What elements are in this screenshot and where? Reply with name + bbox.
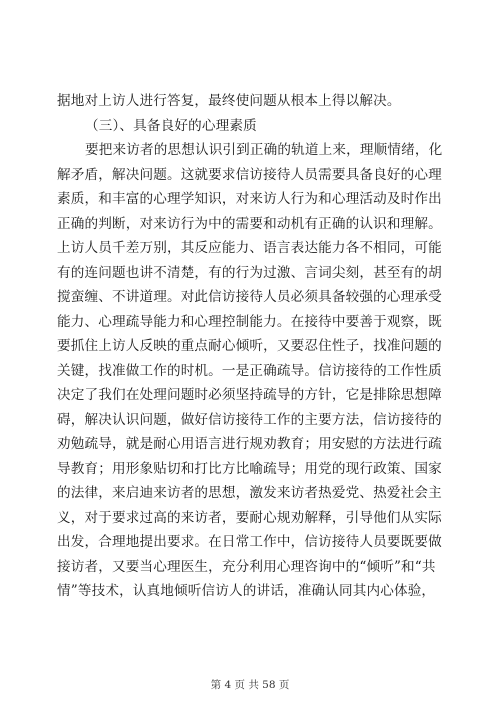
- document-body: [57, 89, 445, 604]
- page-number-footer: 第 4 页 共 58 页: [210, 679, 290, 691]
- paragraph-line: 关键，找准做工作的时机。一是正确疏导。信访接待的工作性质: [57, 362, 442, 379]
- paragraph-line: 出发，合理地提出要求。在日常工作中，信访接待人员要既要做: [57, 534, 442, 550]
- section-heading: （三）、具备良好的心理素质: [85, 117, 257, 134]
- paragraph-line: 素质，和丰富的心理学知识，对来访人行为和心理活动及时作出: [57, 191, 442, 207]
- paragraph-line: 要抓住上访人反映的重点耐心倾听，又要忍住性子，找准问题的: [57, 338, 442, 354]
- paragraph-line: 义，对于要求过高的来访者，要耐心规劝解释，引导他们从实际: [57, 509, 442, 526]
- paragraph-line: 情”等技术，认真地倾听信访人的讲话，准确认同其内心体验，: [57, 583, 436, 599]
- paragraph-line: 接访者，又要当心理医生，充分利用心理咨询中的“倾听”和“共: [57, 558, 436, 575]
- paragraph-line: 有的连问题也讲不清楚，有的行为过激、言词尖刻，甚至有的胡: [57, 264, 442, 281]
- paragraph-line: 上访人员千差万别，其反应能力、语言表达能力各不相同，可能: [57, 240, 442, 256]
- paragraph-line: 的法律，来启迪来访者的思想，激发来访者热爱党、热爱社会主: [57, 485, 442, 501]
- paragraph-line: 能力、心理疏导能力和心理控制能力。在接待中要善于观察，既: [57, 313, 442, 330]
- paragraph-line: 劝勉疏导，就是耐心用语言进行规劝教育；用安慰的方法进行疏: [57, 436, 442, 452]
- paragraph-line: 正确的判断，对来访行为中的需要和动机有正确的认识和理解。: [57, 215, 442, 232]
- paragraph-line: 碍，解决认识问题，做好信访接待工作的主要方法，信访接待的: [57, 411, 442, 428]
- paragraph-line: 据地对上访人进行答复，最终使问题从根本上得以解决。: [57, 93, 401, 109]
- paragraph-line: 导教育；用形象贴切和打比方比喻疏导；用党的现行政策、国家: [57, 460, 442, 477]
- paragraph-line: 决定了我们在处理问题时必须坚持疏导的方针，它是排除思想障: [57, 387, 442, 403]
- paragraph-line: 搅蛮缠、不讲道理。对此信访接待人员必须具备较强的心理承受: [57, 289, 442, 305]
- paragraph-line: 要把来访者的思想认识引到正确的轨道上来，理顺情绪，化: [85, 142, 443, 158]
- paragraph-line: 解矛盾，解决问题。这就要求信访接待人员需要具备良好的心理: [57, 166, 442, 183]
